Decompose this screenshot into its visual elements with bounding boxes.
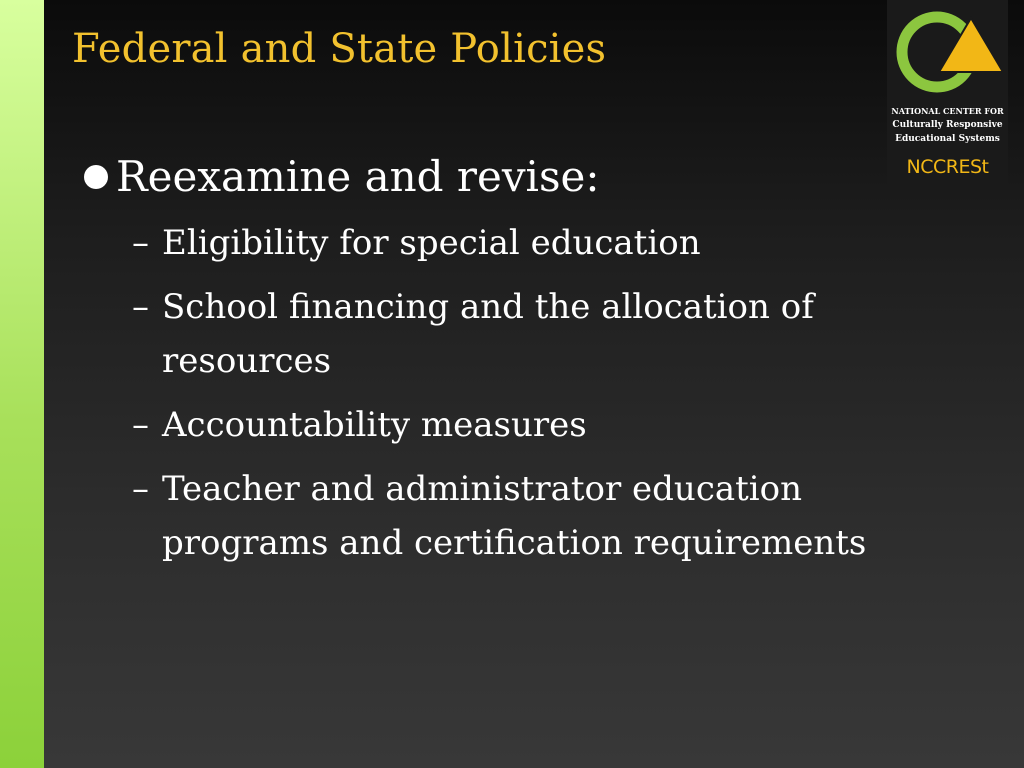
sub-bullet-list (80, 216, 900, 570)
dash-icon: – (132, 287, 149, 328)
dash-icon: – (132, 469, 149, 510)
sub-bullet (80, 280, 900, 388)
logo-brand-name: NCCRESt (906, 156, 989, 178)
logo-line-culturally: Culturally Responsive (892, 120, 1003, 130)
sub-bullet-text: Eligibility for special education (162, 223, 701, 264)
main-bullet-text: Reexamine and revise: (116, 152, 600, 201)
sub-bullet-text: Teacher and administrator education programs and certification requirements (162, 469, 867, 564)
logo-line-educational: Educational Systems (895, 134, 1000, 144)
sub-bullet-text: Accountability measures (162, 405, 587, 446)
logo-line-national: NATIONAL CENTER FOR (891, 106, 1004, 116)
sub-bullet (80, 216, 900, 270)
slide-title: Federal and State Policies (72, 26, 607, 72)
sub-bullet (80, 398, 900, 452)
sub-bullet (80, 462, 900, 570)
main-bullet (80, 152, 900, 202)
circle-triangle-logo-icon (891, 6, 1004, 102)
bullet-dot-icon (84, 165, 108, 189)
accent-bar (0, 0, 44, 768)
sub-bullet-text: School financing and the allocation of resources (162, 287, 814, 382)
dash-icon: – (132, 223, 149, 264)
slide-content (80, 152, 900, 580)
dash-icon: – (132, 405, 149, 446)
nccrest-logo (887, 0, 1008, 187)
